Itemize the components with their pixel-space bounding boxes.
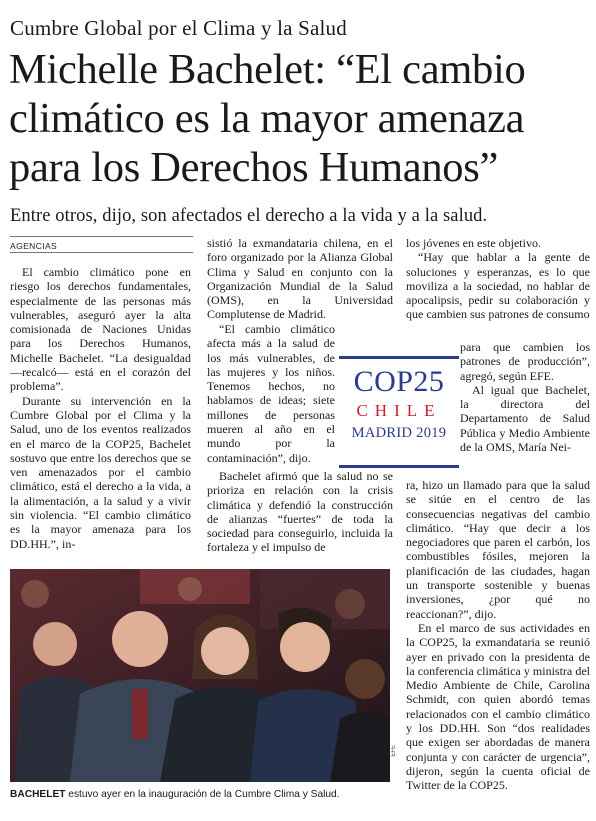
paragraph: “El cambio climático afecta más a la salud de los más vulnerables, de las mujeres y los niños. Tenemos hechos, no hablamos de ideas; siete millones de personas mueren al año en el mundo por la contaminación”, dijo.	[207, 322, 335, 465]
photo-illustration	[10, 569, 390, 782]
paragraph: “Hay que hablar a la gente de soluciones y esperanzas, es lo que moviliza a la sociedad, no hablar de apocalipsis, pedir su colaboración y que cambien sus patrones de consumo	[406, 250, 590, 322]
article-subtitle: Entre otros, dijo, son afectados el derecho a la vida y a la salud.	[10, 206, 488, 226]
column-3-top	[406, 236, 590, 322]
logo-city: MADRID 2019	[351, 425, 447, 441]
column-2-bottom	[207, 469, 393, 555]
paragraph: Al igual que Bachelet, la directora del Departamento de Salud Pública y Medio Ambiente de la OMS, María Nei-	[460, 382, 590, 455]
paragraph: ra, hizo un llamado para que la salud se sitúe en el centro de las consecuencias negativas del cambio climático. “Hay que decir a los negociadores que paren el carbón, los combustibles fósiles, mejoren la planificación de las ciudades, hagan un transporte sostenible y buenas inversiones, ¿por qué no reaccionan?”, dijo.	[406, 478, 590, 621]
paragraph: El cambio climático pone en riesgo los derechos fundamentales, especialmente de las personas más vulnerables, aseguró ayer la alta comisionada de Naciones Unidas para los Derechos Humanos, Michelle Bachelet. “La desigualdad —recalcó— está en el corazón del problema”.	[10, 265, 191, 394]
caption-lead: BACHELET	[10, 789, 66, 800]
column-1	[10, 265, 191, 551]
column-3-wrap	[460, 340, 590, 454]
paragraph: Bachelet afirmó que la salud no se prioriza en relación con la crisis climática y defendió la construcción de alianzas “fuertes” de toda la sociedad para conseguirlo, incluida la fortaleza y el impulso de	[207, 469, 393, 555]
byline-agency: AGENCIAS	[10, 241, 58, 251]
cop25-logo	[339, 356, 459, 468]
paragraph: sistió la exmandataria chilena, en el foro organizado por la Alianza Global Clima y Salud en conjunto con la Organización Mundial de la Salud (OMS), en la Universidad Complutense de Madrid.	[207, 236, 393, 322]
logo-country: CHILE	[356, 401, 442, 420]
photo-credit: EFE	[391, 745, 397, 757]
article-kicker: Cumbre Global por el Clima y la Salud	[10, 16, 347, 40]
article-headline: Michelle Bachelet: “El cambio climático es la mayor amenaza para los Derechos Humanos”	[9, 46, 526, 191]
paragraph: Durante su intervención en la Cumbre Global por el Clima y la Salud, uno de los eventos realizados en el marco de la COP25, Bachelet sostuvo que entre los derechos que se ven amenazados por el cambio climático, está el derecho a la vida, a la alimentación, a la salud y a vivir sin violencia. “El cambio climático es la mayor amenaza para los DD.HH.”, in-	[10, 393, 191, 551]
paragraph: En el marco de sus actividades en la COP25, la exmandataria se reunió ayer en privado con la presidenta de la conferencia climática y ministra del Medio Ambiente de Chile, Carolina Schmidt, con quien abordó temas relacionados con el cambio climático y los DD.HH. Son “dos realidades que exigen ser abordadas de manera conjunta y con carácter de urgencia”, dijeron, según la cuenta oficial de Twitter de la COP25.	[406, 620, 590, 793]
paragraph: los jóvenes en este objetivo.	[406, 236, 541, 250]
logo-title: COP25	[353, 365, 445, 398]
column-2-top	[207, 236, 393, 322]
paragraph: para que cambien los patrones de producción”, agregó, según EFE.	[460, 340, 590, 383]
column-3-bottom	[406, 478, 590, 793]
byline-rule-bottom	[10, 252, 193, 253]
article-photo	[10, 569, 390, 782]
column-2-wrap	[207, 322, 335, 465]
caption-text: estuvo ayer en la inauguración de la Cumbre Clima y Salud.	[65, 789, 340, 800]
photo-caption	[10, 788, 394, 801]
byline-rule-top	[10, 236, 193, 237]
